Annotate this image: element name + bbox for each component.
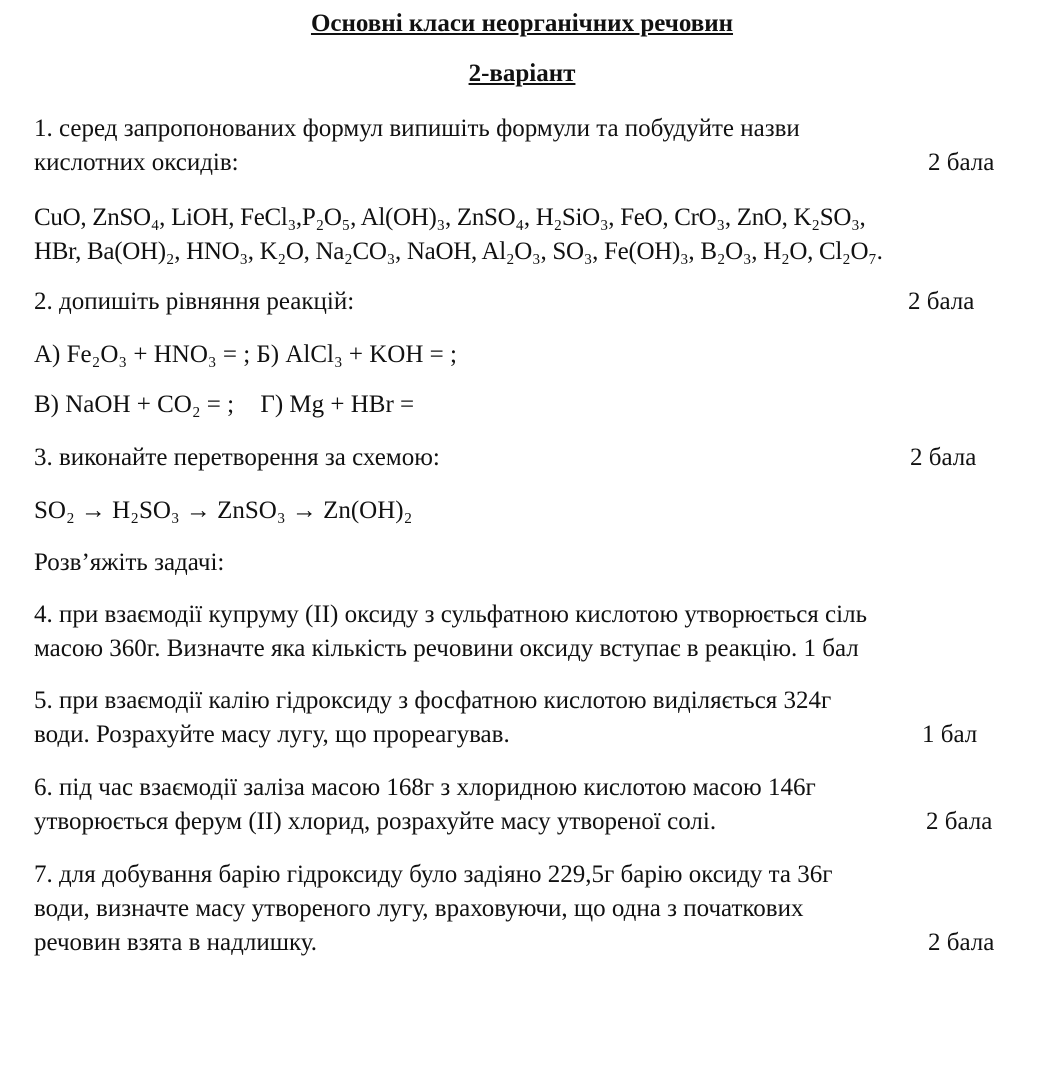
q1-points: 2 бала bbox=[928, 149, 995, 176]
q2-eq-a: А) Fe₂O₃ + HNO₃ = ; bbox=[34, 341, 251, 368]
q4-line2-text: масою 360г. Визначте яка кількість речовини оксиду вступає в реакцію. bbox=[34, 635, 798, 662]
q1-line1: 1. серед запропонованих формул випишіть формули та побудуйте назви bbox=[34, 115, 800, 142]
tasks-header: Розв’яжіть задачі: bbox=[34, 549, 225, 576]
q3-points: 2 бала bbox=[910, 444, 977, 471]
q5-line2: води. Розрахуйте масу лугу, що прореагував. bbox=[34, 721, 510, 748]
q6-points: 2 бала bbox=[926, 808, 993, 835]
q5-line1: 5. при взаємодії калію гідроксиду з фосфатною кислотою виділяється 324г bbox=[34, 687, 832, 714]
variant-title: 2-варіант bbox=[468, 60, 576, 87]
q1-formulas-line2: HBr, Ba(OH)₂, HNO₃, K₂O, Na₂CO₃, NaOH, Al₂O₃, SO₃, Fe(OH)₃, B₂O₃, H₂O, Cl₂O₇. bbox=[34, 238, 883, 265]
q2-eq-d: Г) Mg + HBr = bbox=[260, 391, 415, 418]
q4-points: 1 бал bbox=[803, 635, 859, 662]
q2-points: 2 бала bbox=[908, 288, 975, 315]
document-title: Основні класи неорганічних речовин bbox=[310, 10, 734, 37]
q2-row2 bbox=[34, 390, 414, 420]
q2-eq-c: В) NaOH + CO₂ = ; bbox=[34, 391, 235, 418]
q3-scheme: SO₂ → H₂SO₃ → ZnSO₃ → Zn(OH)₂ bbox=[34, 497, 413, 524]
q1-formulas-line1: CuO, ZnSO₄, LiOH, FeCl₃,P₂O₅, Al(OH)₃, ZnSO₄, H₂SiO₃, FeO, CrO₃, ZnO, K₂SO₃, bbox=[34, 204, 866, 231]
q6-line2: утворюється ферум (ІІ) хлорид, розрахуйте масу утвореної солі. bbox=[34, 808, 717, 835]
q1-line2: кислотних оксидів: bbox=[34, 149, 239, 176]
q3-line1: 3. виконайте перетворення за схемою: bbox=[34, 444, 440, 471]
q2-eq-b: Б) AlCl₃ + KOH = ; bbox=[256, 341, 457, 368]
q4-line2 bbox=[34, 634, 859, 664]
q2-line1: 2. допишіть рівняння реакцій: bbox=[34, 288, 355, 315]
q2-row1 bbox=[34, 340, 457, 370]
q7-line1: 7. для добування барію гідроксиду було задіяно 229,5г барію оксиду та 36г bbox=[34, 861, 833, 888]
q4-line1: 4. при взаємодії купруму (ІІ) оксиду з сульфатною кислотою утворюється сіль bbox=[34, 601, 867, 628]
q6-line1: 6. під час взаємодії заліза масою 168г з хлоридною кислотою масою 146г bbox=[34, 774, 816, 801]
q7-line2: води, визначте масу утвореного лугу, враховуючи, що одна з початкових bbox=[34, 895, 804, 922]
q5-points: 1 бал bbox=[922, 721, 978, 748]
q7-line3: речовин взята в надлишку. bbox=[34, 929, 318, 956]
q7-points: 2 бала bbox=[928, 929, 995, 956]
